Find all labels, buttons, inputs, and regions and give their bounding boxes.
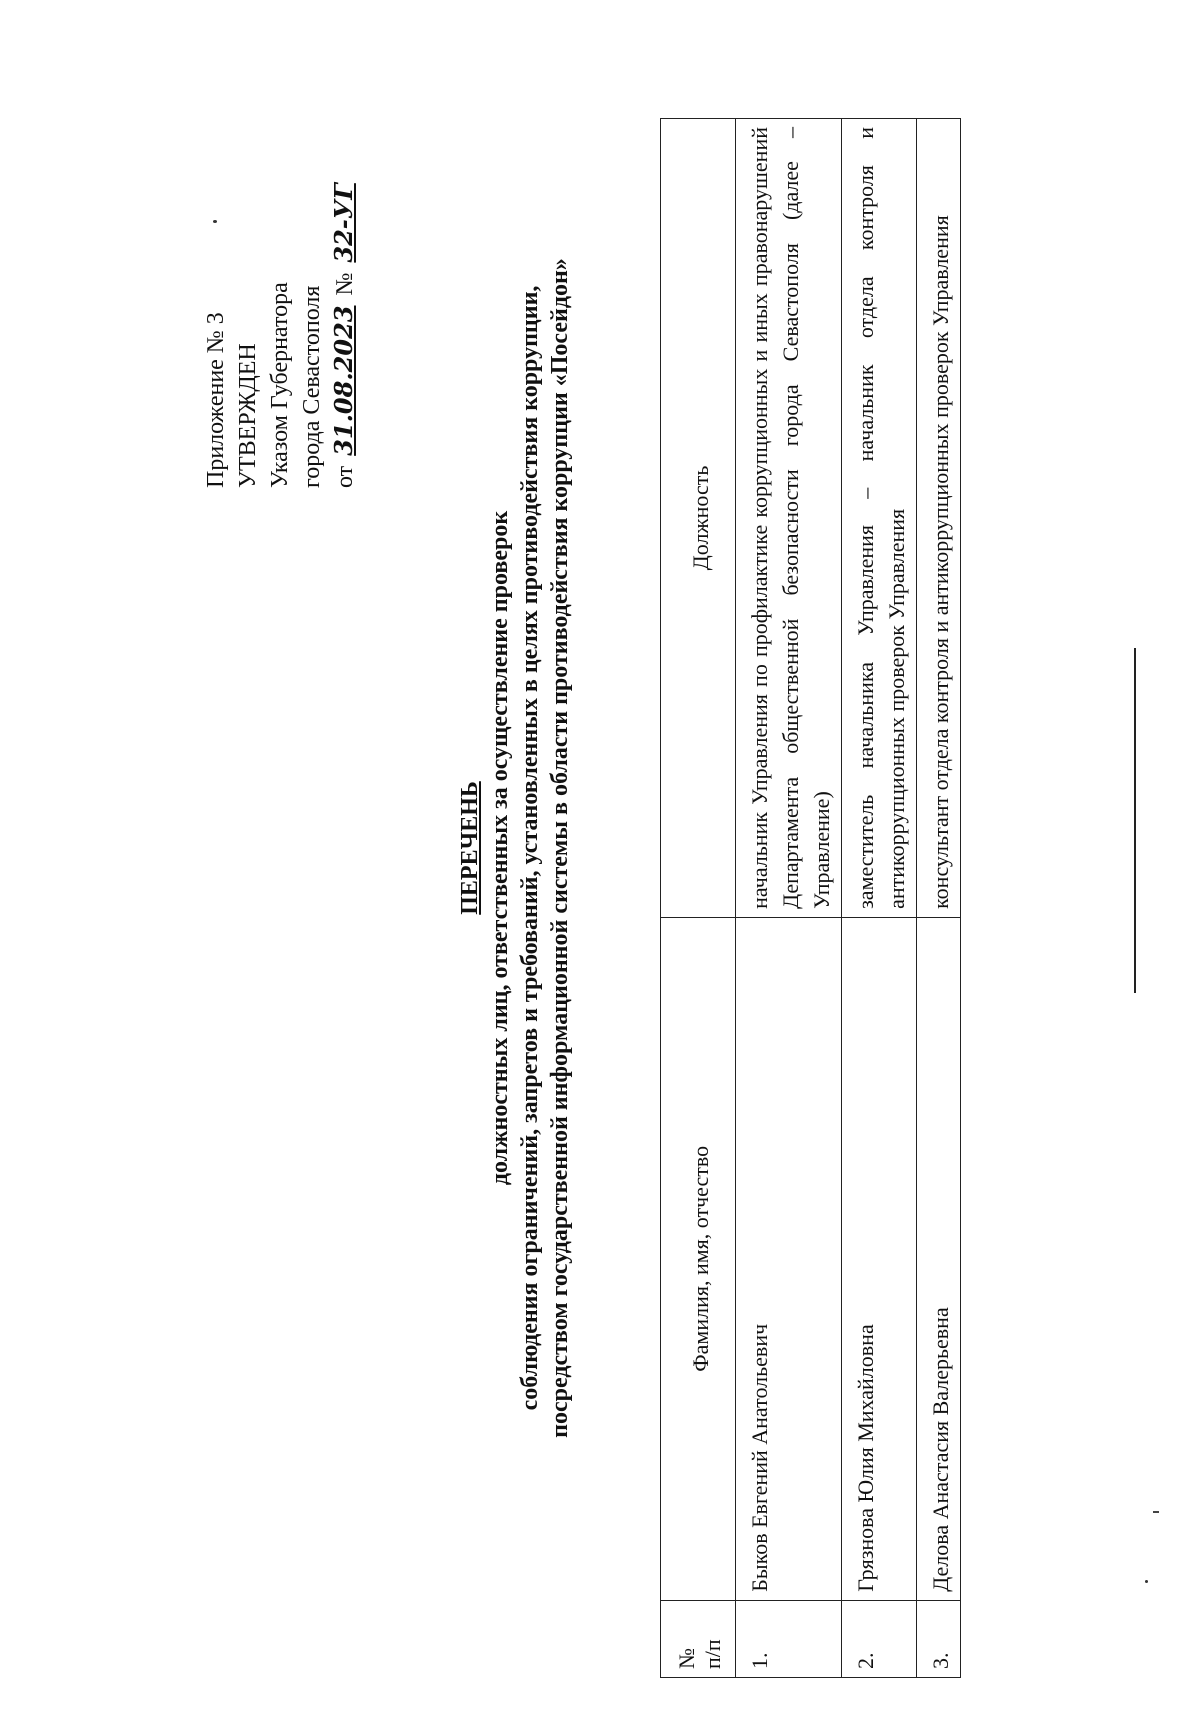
row-number: 2.	[842, 1600, 917, 1677]
header-position: Должность	[661, 119, 736, 918]
decree-label: Указом Губернатора	[267, 282, 293, 488]
title-line-3: посредством государственной информационной системы в области противодействия коррупции «Посейдон»	[547, 258, 573, 1438]
approval-block	[200, 179, 361, 488]
approved-label: УТВЕРЖДЕН	[235, 343, 261, 488]
decree-date-line	[328, 179, 361, 488]
title-line-2: соблюдения ограничений, запретов и требований, установленных в целях противодействия коррупции,	[517, 285, 543, 1411]
officials-table	[660, 118, 961, 1678]
table-header-row	[661, 119, 736, 1678]
table-row	[736, 119, 842, 1678]
decree-date: 31.08.2023	[329, 305, 358, 456]
document-title	[455, 23, 575, 1673]
title-line-1: должностных лиц, ответственных за осуществление проверок	[487, 510, 513, 1186]
header-number-sign: №	[674, 1648, 699, 1669]
header-full-name: Фамилия, имя, отчество	[661, 917, 736, 1600]
closing-rule	[1134, 648, 1136, 993]
governor-city: города Севастополя	[299, 285, 325, 488]
scan-speck	[1153, 1511, 1159, 1513]
row-full-name: Грязнова Юлия Михайловна	[842, 917, 917, 1600]
row-full-name: Быков Евгений Анатольевич	[736, 917, 842, 1600]
row-position: консультант отдела контроля и антикоррупционных проверок Управления	[917, 119, 961, 918]
date-prefix: от	[332, 465, 358, 488]
row-position: начальник Управления по профилактике коррупционных и иных правонарушений Департамента общественной безопасности города Севастополя (далее – Управление)	[736, 119, 842, 918]
header-number-abbr: п/п	[700, 1639, 725, 1669]
row-number: 3.	[917, 1600, 961, 1677]
decree-number: 32-УГ	[329, 183, 358, 263]
row-full-name: Делова Анастасия Валерьевна	[917, 917, 961, 1600]
row-position: заместитель начальника Управления – начальник отдела контроля и антикоррупционных проверок Управления	[842, 119, 917, 918]
table-row	[842, 119, 917, 1678]
number-label: №	[332, 272, 358, 296]
scan-speck	[213, 220, 217, 223]
scan-speck	[1145, 1580, 1148, 1583]
row-number: 1.	[736, 1600, 842, 1677]
title-heading: ПЕРЕЧЕНЬ	[457, 781, 483, 915]
appendix-number: Приложение № 3	[203, 312, 229, 488]
header-number	[661, 1600, 736, 1677]
table-row	[917, 119, 961, 1678]
